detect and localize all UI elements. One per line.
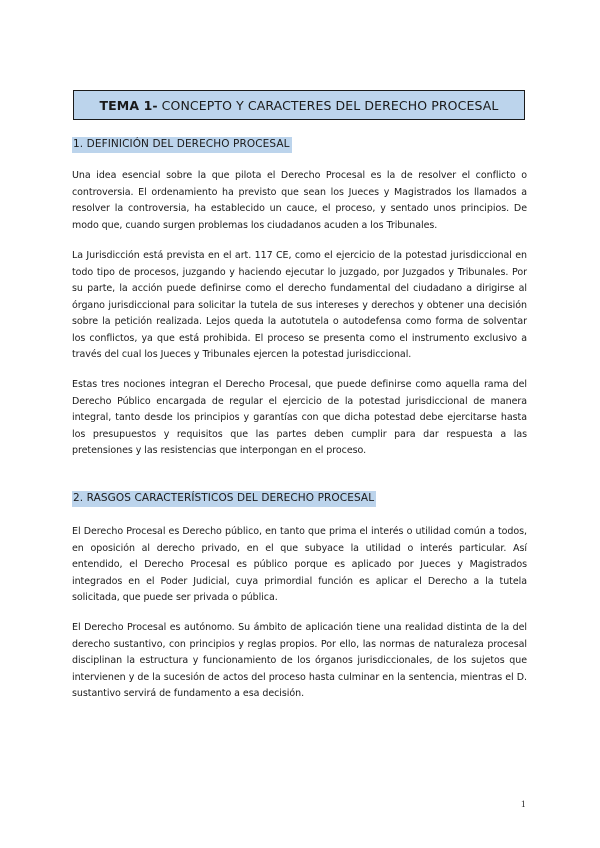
- title-number: TEMA 1-: [99, 97, 158, 113]
- section-heading-1: 1. DEFINICIÓN DEL DERECHO PROCESAL: [72, 137, 292, 153]
- title-text: CONCEPTO Y CARACTERES DEL DERECHO PROCESAL: [161, 97, 499, 113]
- paragraph: El Derecho Procesal es Derecho público, en tanto que prima el interés o utilidad común a todos, en oposición al derecho privado, en el que subyace la utilidad o interés particular. Así entendido, el Derecho Procesal es público porque es aplicado por Jueces y Magistrados integrados en el Poder Judicial, cuya primordial función es aplicar el Derecho a la tutela solicitada, que puede ser privada o pública.: [72, 526, 527, 603]
- page-number: 1: [521, 799, 526, 809]
- paragraph: La Jurisdicción está prevista en el art. 117 CE, como el ejercicio de la potestad jurisdiccional en todo tipo de procesos, juzgando y haciendo ejecutar lo juzgado, por Juzgados y Tribunales. Por su parte, la acción puede definirse como el derecho fundamental del ciudadano a dirigirse al órgano jurisdiccional para solicitar la tutela de sus intereses y derechos y obtener una decisión sobre la petición realizada. Lejos queda la autotutela o autodefensa como forma de solventar los conflictos, ya que está prohibida. El proceso se presenta como el instrumento exclusivo a través del cual los Jueces y Tribunales ejercen la potestad jurisdiccional.: [72, 250, 527, 360]
- paragraph: Estas tres nociones integran el Derecho Procesal, que puede definirse como aquella rama del Derecho Público encargada de regular el ejercicio de la potestad jurisdiccional de manera integral, tanto desde los principios y garantías con que dicha potestad debe ejercitarse hasta los presupuestos y requisitos que las partes deben cumplir para dar respuesta a las pretensiones y las resistencias que interpongan en el proceso.: [72, 379, 527, 456]
- section-heading-2: 2. RASGOS CARACTERÍSTICOS DEL DERECHO PROCESAL: [72, 491, 376, 507]
- paragraph: El Derecho Procesal es autónomo. Su ámbito de aplicación tiene una realidad distinta de la del derecho sustantivo, con principios y reglas propios. Por ello, las normas de naturaleza procesal disciplinan la estructura y funcionamiento de los órganos jurisdiccionales, de los sujetos que intervienen y de la sucesión de actos del proceso hasta culminar en la sentencia, mientras el D. sustantivo servirá de fundamento a esa decisión.: [72, 622, 527, 699]
- paragraph: Una idea esencial sobre la que pilota el Derecho Procesal es la de resolver el conflicto o controversia. El ordenamiento ha previsto que sean los Jueces y Magistrados los llamados a resolver la controversia, ha establecido un cauce, el proceso, y sentado unos principios. De modo que, cuando surgen problemas los ciudadanos acuden a los Tribunales.: [72, 170, 527, 231]
- document-title-box: [73, 90, 525, 120]
